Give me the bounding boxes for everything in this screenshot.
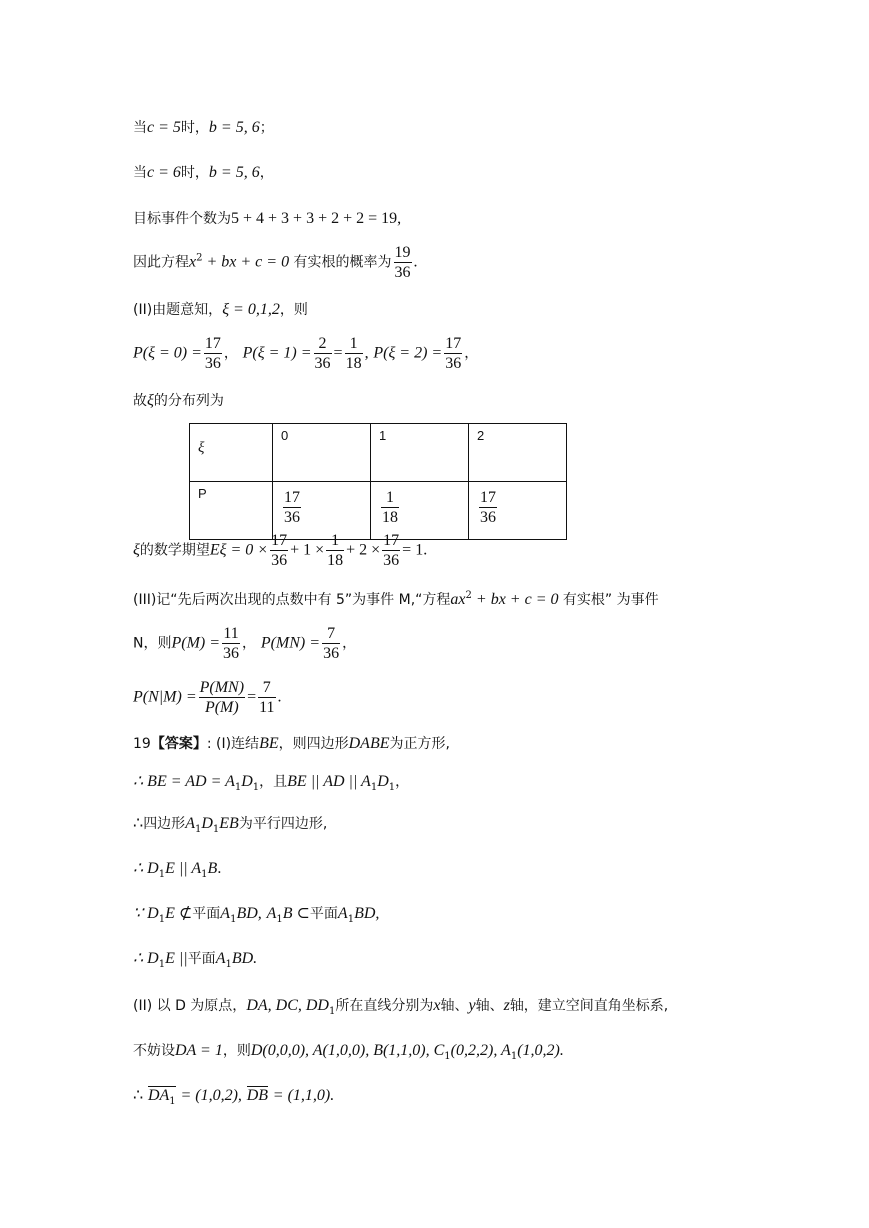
numerator: 17	[445, 335, 462, 352]
math: = (1,0,2),	[180, 1087, 242, 1104]
numerator: 1	[349, 335, 358, 352]
text: 轴、	[440, 998, 469, 1014]
denominator: 36	[223, 645, 240, 662]
subscript: 1	[370, 782, 378, 793]
denominator: 36	[204, 355, 221, 372]
math: c = 6	[147, 164, 181, 181]
fraction	[270, 531, 288, 570]
math: E ||	[165, 950, 188, 967]
math: ax	[450, 591, 466, 608]
math: x	[189, 253, 197, 271]
math: A	[220, 905, 231, 922]
denominator: 18	[345, 355, 362, 372]
text-line	[133, 1040, 564, 1067]
denominator: 36	[445, 355, 462, 372]
table-cell: P	[190, 482, 273, 540]
text: ，	[223, 345, 238, 362]
text: 目标事件个数为	[133, 211, 231, 227]
text-line	[133, 162, 274, 183]
text: 当	[133, 120, 147, 136]
text: ；	[259, 120, 274, 136]
numerator: 19	[394, 244, 411, 261]
text: ，且	[259, 774, 288, 790]
numerator: 17	[383, 532, 400, 549]
math: P(ξ = 1) =	[242, 344, 312, 362]
math: ξ	[147, 392, 154, 409]
fraction	[204, 334, 222, 373]
text-line	[133, 771, 409, 798]
math: BD,	[236, 905, 262, 922]
math: P(ξ = 0) =	[133, 344, 202, 362]
denominator: 11	[259, 699, 275, 716]
distribution-table	[189, 423, 567, 540]
subscript: 1	[158, 914, 166, 925]
text-line	[133, 858, 221, 885]
text-line	[133, 903, 379, 930]
math: A	[266, 905, 277, 922]
denominator: P(M)	[199, 697, 245, 717]
vector	[247, 1086, 268, 1104]
text: 时，	[180, 165, 209, 181]
math: BE	[259, 735, 279, 752]
math: B ⊂	[282, 905, 310, 922]
math: .	[217, 860, 222, 877]
math: D(0,0,0), A(1,0,0), B(1,1,0), C	[250, 1042, 445, 1059]
text: 有实根的概率为	[289, 254, 392, 271]
table-header-cell: 1	[371, 424, 469, 482]
fraction	[258, 678, 275, 717]
text-line	[133, 586, 659, 610]
numerator: 1	[331, 532, 340, 549]
math: x	[433, 997, 441, 1014]
math: z	[503, 997, 510, 1014]
subscript: 1	[444, 1051, 451, 1062]
text: 因此方程	[133, 254, 189, 271]
math: DABE	[348, 735, 390, 752]
math: ξ = 0,1,2	[222, 301, 280, 318]
math: + bx + c = 0	[471, 591, 559, 608]
text: 平面	[192, 906, 221, 922]
text: 轴，建立空间直角坐标系,	[509, 998, 669, 1014]
text: 轴、	[475, 998, 504, 1014]
math: D	[377, 773, 389, 790]
subscript: 1	[328, 1006, 336, 1017]
text-line	[133, 624, 356, 663]
subscript: 1	[169, 1096, 176, 1107]
text-line	[133, 299, 308, 320]
text: ，则	[279, 302, 308, 318]
subscript: 1	[225, 959, 232, 970]
text-line	[133, 1085, 334, 1110]
table-header-cell	[190, 424, 273, 482]
denominator: 18	[327, 552, 344, 569]
subscript: 1	[201, 869, 208, 880]
text: 有实根” 为事件	[558, 592, 659, 608]
text-line	[133, 117, 274, 138]
math: D	[241, 773, 253, 790]
text-line	[133, 334, 478, 373]
math: A	[337, 905, 348, 922]
text: 的数学期望	[139, 542, 210, 559]
text: ，	[259, 165, 274, 181]
math: DA = 1	[175, 1042, 223, 1059]
fraction	[199, 678, 245, 717]
answer-label: 【答案】	[150, 736, 207, 752]
math: + bx + c = 0	[202, 253, 290, 271]
text: 不妨设	[133, 1043, 175, 1059]
text: ，	[395, 774, 410, 790]
math: b = 5, 6	[208, 164, 260, 181]
math: y	[468, 997, 476, 1014]
text-line	[133, 208, 401, 229]
superscript: 2	[465, 590, 472, 601]
fraction	[444, 334, 462, 373]
subscript: 1	[510, 1051, 518, 1062]
text: 为正方形,	[389, 736, 450, 752]
math: P(N|M) =	[133, 688, 197, 706]
text: ，	[464, 345, 479, 362]
table-cell	[469, 482, 567, 540]
math: .	[277, 688, 282, 706]
numerator: 1	[386, 489, 394, 506]
math: Eξ = 0 ×	[209, 541, 269, 559]
math: (0,2,2), A	[450, 1042, 511, 1059]
math: D	[201, 815, 213, 832]
fraction	[479, 488, 497, 527]
fraction	[322, 624, 340, 663]
text: ，	[242, 635, 257, 652]
math: EB	[219, 815, 239, 832]
math: =	[333, 344, 343, 362]
math: ∴ D	[133, 950, 159, 967]
text-line	[133, 390, 224, 411]
math: A	[215, 950, 226, 967]
math: B	[207, 860, 218, 877]
math: BE || AD || A	[287, 773, 371, 790]
text-line	[133, 531, 427, 570]
numerator: 17	[271, 532, 288, 549]
table-row	[190, 424, 567, 482]
math: ∵ D	[133, 905, 159, 922]
vector	[148, 1086, 176, 1110]
math: = 1.	[402, 541, 428, 559]
text: 时，	[180, 120, 209, 136]
math: (1,0,2).	[517, 1042, 564, 1059]
text: 当	[133, 165, 147, 181]
table-header-cell: 0	[273, 424, 371, 482]
denominator: 18	[382, 509, 398, 526]
math: ∴	[133, 1087, 144, 1104]
text: (II)由题意知，	[133, 302, 223, 318]
math: + 2 ×	[346, 541, 381, 559]
text: ，则	[222, 1043, 251, 1059]
text-line	[133, 813, 327, 840]
fraction	[381, 488, 399, 527]
text: (II) 以 D 为原点，	[133, 998, 247, 1014]
math: E ⊄	[165, 905, 193, 922]
text: N，则	[133, 635, 172, 652]
fraction	[326, 531, 344, 570]
math: 5 + 4 + 3 + 3 + 2 + 2 = 19,	[231, 210, 402, 227]
numerator: 17	[480, 489, 496, 506]
math: ∴ D	[133, 860, 159, 877]
numerator: 17	[284, 489, 300, 506]
question-number: 19	[133, 736, 151, 752]
text: 所在直线分别为	[335, 998, 434, 1014]
denominator: 36	[284, 509, 300, 526]
math: DA	[147, 1087, 170, 1104]
text: : (I)连结	[206, 736, 260, 752]
text: ，	[342, 635, 357, 652]
fraction	[382, 531, 400, 570]
math: ξ	[198, 440, 205, 456]
fraction	[314, 334, 332, 373]
denominator: 36	[480, 509, 496, 526]
math: E || A	[165, 860, 202, 877]
denominator: 36	[394, 264, 411, 281]
text: 四边形	[143, 816, 186, 832]
text-line	[133, 243, 418, 282]
math: ξ	[133, 541, 140, 559]
denominator: 36	[314, 355, 331, 372]
text: 故	[133, 393, 147, 409]
subscript: 1	[158, 869, 166, 880]
math: BD,	[354, 905, 380, 922]
subscript: 1	[252, 782, 260, 793]
math: ∴	[133, 815, 144, 832]
numerator: P(MN)	[199, 679, 245, 696]
math: = (1,1,0).	[272, 1087, 335, 1104]
math: P(ξ = 2) =	[373, 344, 443, 362]
text-line	[133, 995, 668, 1022]
subscript: 1	[388, 782, 396, 793]
math: =	[247, 688, 257, 706]
subscript: 1	[347, 914, 355, 925]
denominator: 36	[383, 552, 400, 569]
numerator: 7	[327, 625, 336, 642]
table-header-cell: 2	[469, 424, 567, 482]
numerator: 2	[318, 335, 327, 352]
math: P(MN) =	[260, 634, 321, 652]
math: DA, DC, DD	[246, 997, 329, 1014]
text: (III)记“先后两次出现的点数中有 5”为事件 M,“方程	[133, 592, 451, 608]
fraction	[345, 334, 363, 373]
math: c = 5	[147, 119, 181, 136]
text-line	[133, 678, 282, 717]
math: DB	[246, 1087, 269, 1104]
math: ,	[364, 344, 369, 362]
subscript: 1	[212, 824, 220, 835]
fraction	[222, 624, 240, 663]
subscript: 1	[158, 959, 166, 970]
denominator: 36	[271, 552, 288, 569]
superscript: 2	[196, 252, 203, 264]
subscript: 1	[234, 782, 242, 793]
numerator: 7	[262, 679, 271, 696]
math: ∴ BE = AD = A	[133, 773, 235, 790]
subscript: 1	[276, 914, 283, 925]
denominator: 36	[323, 645, 340, 662]
text: 的分布列为	[153, 393, 224, 409]
subscript: 1	[230, 914, 237, 925]
fraction	[283, 488, 301, 527]
numerator: 17	[204, 335, 221, 352]
math: A	[185, 815, 195, 832]
fraction	[394, 243, 412, 282]
numerator: 11	[223, 625, 239, 642]
math: + 1 ×	[290, 541, 325, 559]
math: b = 5, 6	[208, 119, 260, 136]
math: BD.	[231, 950, 258, 967]
text: ，则四边形	[278, 736, 349, 752]
text: 平面	[309, 906, 338, 922]
text: 为平行四边形,	[238, 816, 328, 832]
text-line	[133, 733, 450, 754]
math: .	[413, 253, 418, 271]
text: 平面	[187, 951, 216, 967]
math: P(M) =	[171, 634, 221, 652]
text-line	[133, 948, 257, 975]
subscript: 1	[194, 824, 202, 835]
